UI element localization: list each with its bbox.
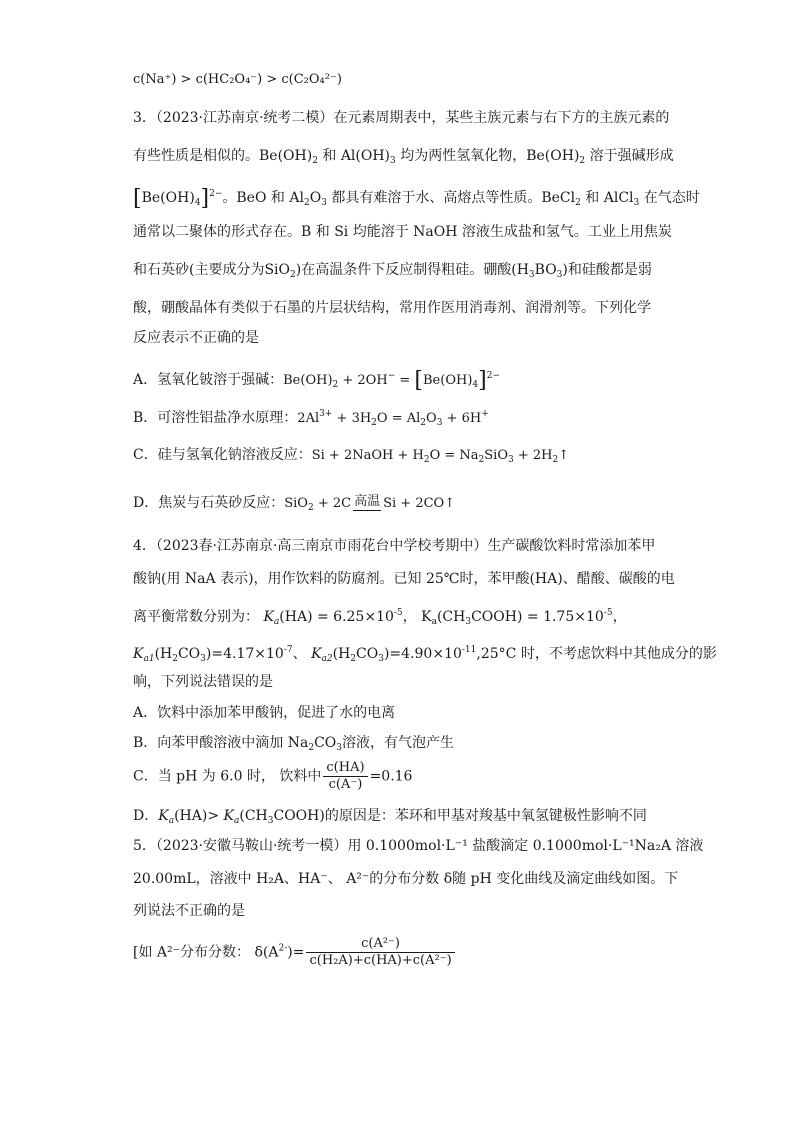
q3-text: 溶于强碱形成 xyxy=(589,148,674,164)
q4-option-b: B．向苯甲酸溶液中滴加 $Na_2CO_3$溶液，有气泡产生 xyxy=(133,735,455,753)
q3-line-7 xyxy=(133,328,259,348)
fraction-numerator: c(A²⁻) xyxy=(306,936,454,953)
q3-option-c: C．硅与氢氧化钠溶液反应：Si + 2NaOH + $H_2O = Na_2SiO_3$ + $2H_2↑$ xyxy=(133,447,570,465)
q3-text: )在高温条件下反应制得粗硅。硼酸( xyxy=(295,262,517,278)
q3-text: 酸，硼酸晶体有类似于石墨的片层状结构，常用作医用消毒剂、润滑剂等。下列化学 xyxy=(133,300,651,316)
option-text: C．当 pH 为 6.0 时， 饮料中 xyxy=(133,768,322,785)
q3-text: 有些性质是相似的。 xyxy=(133,148,259,164)
ratio-fraction xyxy=(323,760,367,793)
distribution-fraction xyxy=(306,936,454,969)
q4-text: 离平衡常数分别为： xyxy=(133,609,259,625)
q3-option-a: A．氢氧化铍溶于强碱：$Be(OH)_2 + 2OH^- = [Be(OH)_4]^{2-}$ xyxy=(133,368,500,393)
option-label: C．硅与氢氧化钠溶液反应： xyxy=(133,447,312,463)
q3-text: 在气态时 xyxy=(643,190,700,206)
previous-option-tail xyxy=(133,70,342,90)
q4-text: 响，下列说法错误的是 xyxy=(133,674,273,690)
q3-option-b: B．可溶性铝盐净水原理：$2Al^{3+} + 3H_2O = Al_2O_3 + 6H^+$ xyxy=(133,409,489,428)
q4-source: 4．（2023春·江苏南京·高三南京市雨花台中学校考期中） xyxy=(133,538,488,554)
q3-text: 都具有难溶于水、高熔点等性质。 xyxy=(331,190,542,206)
q4-line-4: $K_{a1}(H_2CO_3)=4.17\times 10^{-7}$、 $K_{a2}(H_2CO_3)=4.90\times 10^{-11},25^\circ C$ 时，不考虑饮料中其他成分的影 xyxy=(133,645,717,664)
q4-option-a xyxy=(133,703,395,723)
option-text: 的原因是：苯环和甲基对羧基中氧氢键极性影响不同 xyxy=(324,808,647,824)
q4-text: 酸钠(用 NaA 表示)，用作饮料的防腐剂。已知 25℃时，苯甲酸(HA)、醋酸、碳酸的电 xyxy=(133,571,675,587)
option-label: A．氢氧化铍溶于强碱： xyxy=(133,372,284,388)
q3-line-2: 有些性质是相似的。$Be(OH)_2$ 和 $Al(OH)_3$ 均为两性氢氧化物，$Be(OH)_2$ 溶于强碱形成 xyxy=(133,148,674,166)
q3-text: 均为两性氢氧化物， xyxy=(400,148,527,164)
q3-option-d: D．焦炭与石英砂反应：SiO$_2$ + 2C 高温 Si + 2CO↑ xyxy=(133,493,456,513)
fraction-numerator: c(HA) xyxy=(323,760,367,777)
q5-line-3 xyxy=(133,901,245,921)
q3-text: 通常以二聚体的形式存在。B 和 Si 均能溶于 NaOH 溶液生成盐和氢气。工业上用焦炭 xyxy=(133,224,672,240)
option-label: B．可溶性铝盐净水原理： xyxy=(133,410,298,426)
ion-order-text: c(Na⁺) > c(HC₂O₄⁻) > c(C₂O₄²⁻) xyxy=(133,72,342,87)
q5-line-1 xyxy=(133,836,703,856)
option-text: 溶液，有气泡产生 xyxy=(342,735,455,751)
q3-text: 反应表示不正确的是 xyxy=(133,330,259,346)
q3-text: 在元素周期表中，某些主族元素与右下方的主族元素的 xyxy=(333,110,670,126)
q4-line-3: 离平衡常数分别为： $K_a(HA) = 6.25\times 10^{-5}$， $K_a(CH_3COOH) = 1.75\times 10^{-5}$， xyxy=(133,608,627,627)
q4-line-2 xyxy=(133,569,675,589)
q4-option-c xyxy=(133,760,412,793)
q4-line-1 xyxy=(133,536,655,556)
q5-source: 5．（2023·安徽马鞍山·统考一模） xyxy=(133,838,348,854)
q3-line-6 xyxy=(133,298,651,318)
option-label: D．焦炭与石英砂反应： xyxy=(133,495,285,511)
q3-text: 和石英砂(主要成分为 xyxy=(133,262,265,278)
q3-line-5: 和石英砂(主要成分为SiO$_2$)在高温条件下反应制得粗硅。硼酸$(H_3BO_3)$和硅酸都是弱 xyxy=(133,262,652,280)
reaction-condition xyxy=(353,495,381,513)
q3-line-3: $[Be(OH)_4]^{2-}$。BeO 和 $Al_2O_3$ 都具有难溶于水、高熔点等性质。BeCl$_2$ 和 AlCl$_3$ 在气态时 xyxy=(133,186,700,211)
q5-text: 列说法不正确的是 xyxy=(133,903,245,919)
condition-text: 高温 xyxy=(354,493,381,509)
fraction-denominator: c(H₂A)+c(HA)+c(A²⁻) xyxy=(309,953,452,968)
option-text: B．向苯甲酸溶液中滴加 Na xyxy=(133,735,309,751)
fraction-denominator: c(A⁻) xyxy=(328,777,363,792)
q4-text: 生产碳酸饮料时常添加苯甲 xyxy=(487,538,656,554)
q5-line-4: [如 A²⁻分布分数： $\delta(A^{2-})=$ $\frac{\text{c(A²⁻)}}{\text{c(H₂A)+c(HA)+c(A²⁻)}}$ xyxy=(133,936,457,969)
q3-text: )和硅酸都是弱 xyxy=(562,262,652,278)
q3-source: 3．（2023·江苏南京·统考二模） xyxy=(133,110,334,126)
q5-text: 20.00mL，溶液中 H₂A、HA⁻、 A²⁻的分布分数 δ随 pH 变化曲线及滴定曲线如图。下 xyxy=(133,871,679,887)
q5-line-2 xyxy=(133,869,678,889)
q3-line-4 xyxy=(133,222,672,242)
q4-option-d: D．$K_a(HA)>$ $K_a(CH_3COOH)$的原因是：苯环和甲基对羧基中氧氢键极性影响不同 xyxy=(133,808,647,826)
option-text: =0.16 xyxy=(369,768,413,785)
q4-line-5 xyxy=(133,672,273,692)
q4-text: 25°C 时，不考虑饮料中其他成分的影 xyxy=(480,646,717,662)
q5-text: [如 A²⁻分布分数： xyxy=(133,944,251,961)
q5-text: 用 0.1000mol·L⁻¹ 盐酸滴定 0.1000mol·L⁻¹Na₂A 溶液 xyxy=(347,838,704,854)
q3-line-1 xyxy=(133,108,669,128)
option-text: A．饮料中添加苯甲酸钠，促进了水的电离 xyxy=(133,705,396,721)
q3-text: 。BeO 和 xyxy=(222,190,285,206)
